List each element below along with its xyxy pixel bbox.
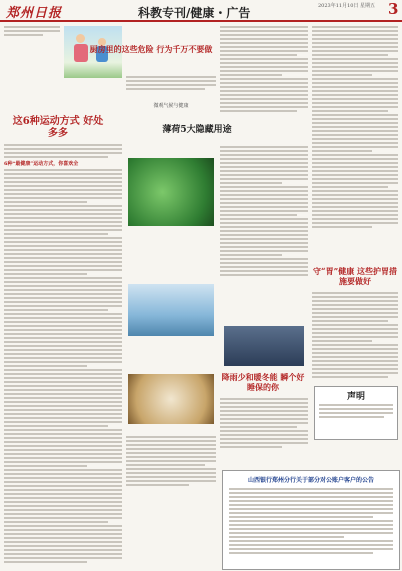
headline-sleep: 降雨少和暖冬能 瞬个好睡保的你 — [221, 372, 305, 392]
column-1 — [4, 26, 122, 167]
headline-mint: 薄荷5大隐藏用途 — [162, 125, 232, 135]
headline-stomach: 守“胃”健康 这些护胃措施要做好 — [313, 266, 397, 286]
bank-announcement — [222, 470, 400, 570]
statement-title: 声明 — [346, 392, 365, 402]
masthead — [0, 0, 402, 22]
headline-exercise: 这6种运动方式 好处多多 — [12, 116, 104, 139]
river-photo — [128, 284, 214, 336]
section-title: 科教专刊/健康・广告 — [138, 6, 251, 20]
statement-box — [314, 386, 398, 440]
photo-caption: 微观气候与健康 — [153, 103, 189, 109]
bank-announcement-title: 山西银行郑州分行关于部分对公账户客户的公告 — [247, 477, 374, 484]
mint-photo — [128, 158, 214, 226]
subhead-exercise: 6种“最健康”运动方式，你喜欢全 — [4, 161, 79, 167]
newspaper-logo: 郑州日报 — [6, 6, 63, 21]
sleep-photo — [224, 326, 304, 366]
headline-kitchen: 厨房里的这些危险 行为千万不要做 — [89, 44, 213, 54]
tea-photo — [128, 374, 214, 424]
issue-date: 2023年11月10日 星期五 — [318, 3, 376, 9]
page-number: 3 — [388, 0, 399, 18]
